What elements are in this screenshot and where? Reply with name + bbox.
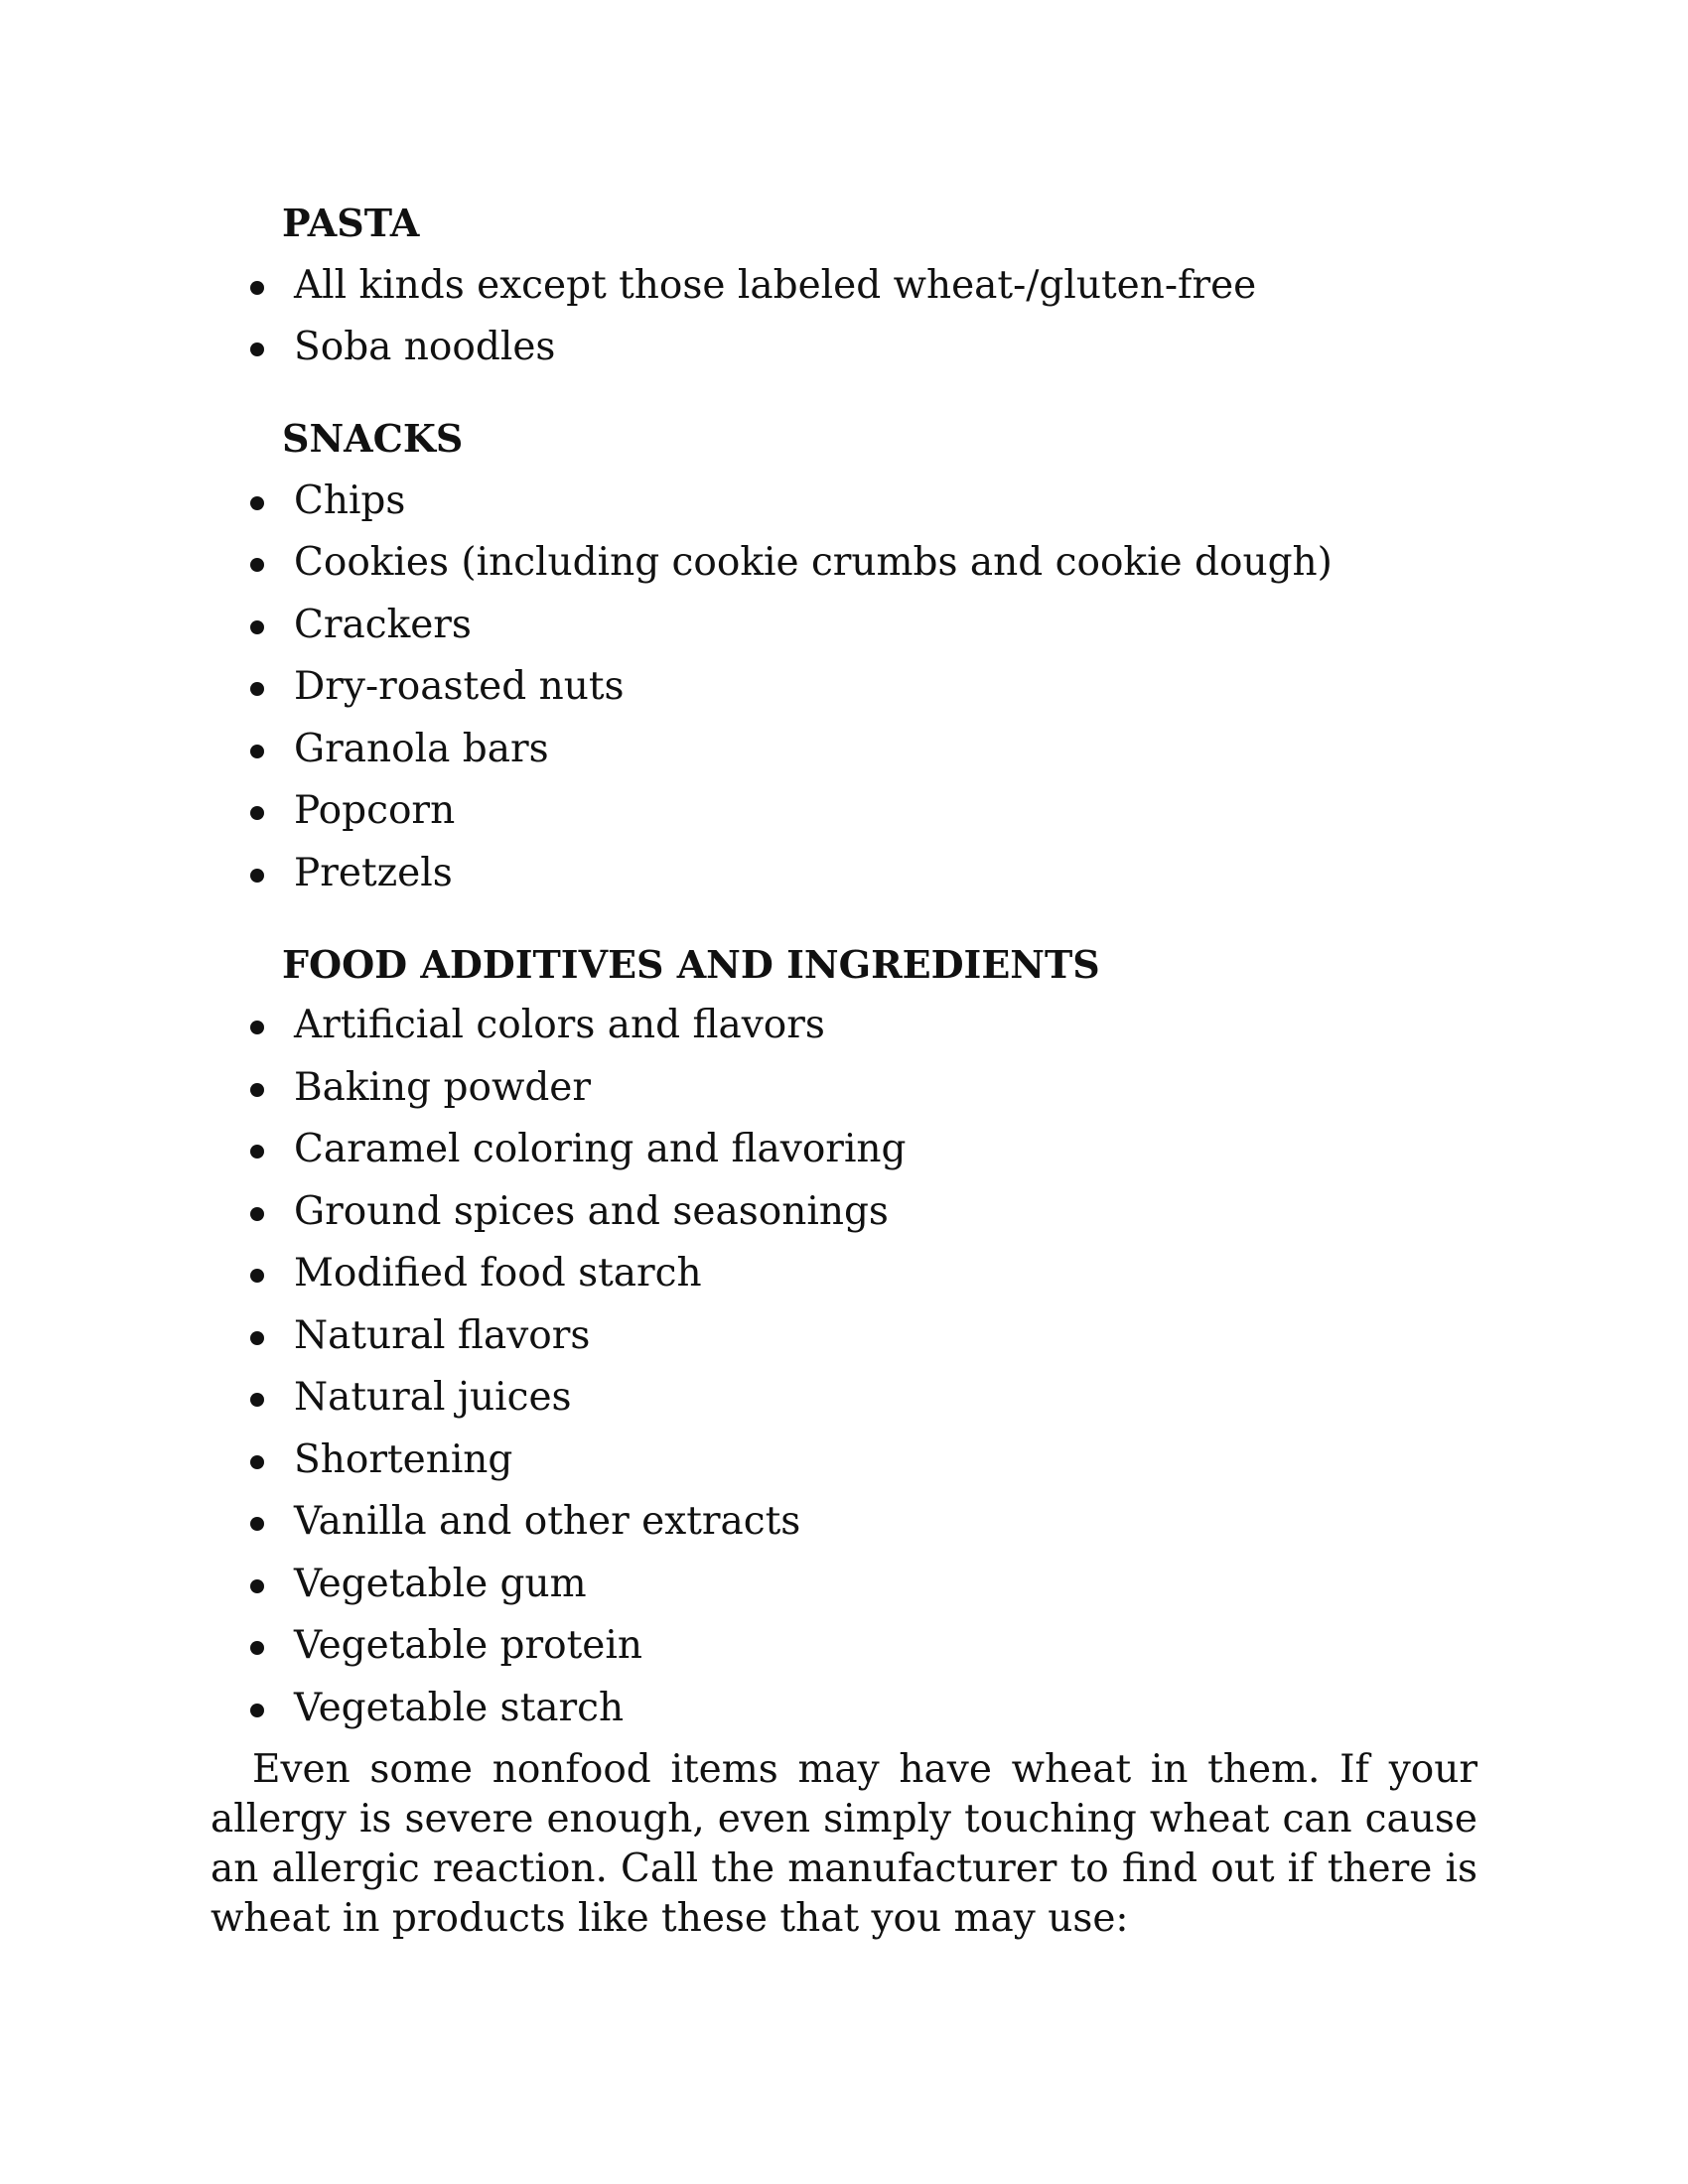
list-item-text: Granola bars [294, 727, 549, 771]
list-item [211, 1373, 1477, 1423]
bullet-icon [250, 342, 264, 356]
list-item-text: Chips [294, 478, 406, 523]
list-item-text: Crackers [294, 603, 472, 647]
bullet-icon [250, 1641, 264, 1655]
list-item [211, 1311, 1477, 1361]
list-item-text: Caramel coloring and flavoring [294, 1127, 907, 1171]
list-item [211, 1125, 1477, 1174]
bullet-icon [250, 1393, 264, 1407]
list-item [211, 1249, 1477, 1298]
bullet-icon [250, 682, 264, 696]
bullet-icon [250, 1455, 264, 1469]
list-item [211, 849, 1477, 898]
body-paragraph: Even some nonfood items may have wheat in them. If your allergy is severe enough, even simply touching wheat can cause an allergic reaction. Call the manufacturer to find out if there is wheat in products like these that you may use: [211, 1747, 1477, 1941]
list-item-text: Ground spices and seasonings [294, 1189, 889, 1234]
bullet-icon [250, 1579, 264, 1593]
bullet-icon [250, 1517, 264, 1531]
list-item [211, 261, 1477, 311]
bullet-icon [250, 745, 264, 758]
list-item [211, 323, 1477, 372]
bullet-icon [250, 869, 264, 883]
bullet-icon [250, 1083, 264, 1097]
list-item [211, 1063, 1477, 1113]
list-item-text: Baking powder [294, 1065, 592, 1110]
bullet-icon [250, 1331, 264, 1345]
bullet-icon [250, 558, 264, 572]
list-item [211, 1560, 1477, 1609]
list-item [211, 786, 1477, 836]
bullet-icon [250, 496, 264, 510]
list-item [211, 662, 1477, 712]
list-item-text: Natural flavors [294, 1313, 591, 1358]
list-item-text: Vegetable gum [294, 1562, 587, 1606]
list-item-text: Dry-roasted nuts [294, 664, 625, 709]
list-item-text: Artificial colors and flavors [294, 1003, 825, 1047]
bullet-icon [250, 1021, 264, 1034]
list-item [211, 1497, 1477, 1547]
list-item [211, 725, 1477, 774]
section-heading-food-additives: FOOD ADDITIVES AND INGREDIENTS [282, 942, 1100, 987]
section-heading-snacks: SNACKS [282, 416, 464, 461]
list-item-text: Modified food starch [294, 1251, 702, 1296]
bullet-icon [250, 1207, 264, 1221]
bullet-icon [250, 1269, 264, 1283]
list-item-text: Cookies (including cookie crumbs and cookie dough) [294, 540, 1333, 585]
list-item [211, 538, 1477, 588]
list-item-text: Vegetable protein [294, 1623, 642, 1668]
bullet-icon [250, 281, 264, 295]
list-item-text: All kinds except those labeled wheat-/gluten-free [294, 263, 1257, 308]
list-item [211, 1187, 1477, 1237]
list-item-text: Popcorn [294, 788, 456, 833]
list-item [211, 1001, 1477, 1050]
list-item-text: Pretzels [294, 851, 453, 895]
bullet-icon [250, 1145, 264, 1159]
list-item [211, 1621, 1477, 1671]
list-item [211, 1435, 1477, 1485]
bullet-icon [250, 1704, 264, 1717]
list-item-text: Vegetable starch [294, 1686, 625, 1730]
section-heading-pasta: PASTA [282, 201, 420, 245]
list-item-text: Natural juices [294, 1375, 572, 1420]
bullet-icon [250, 620, 264, 634]
bullet-icon [250, 806, 264, 820]
list-item [211, 477, 1477, 526]
list-item [211, 601, 1477, 650]
list-item-text: Soba noodles [294, 325, 556, 369]
list-item [211, 1684, 1477, 1733]
list-item-text: Vanilla and other extracts [294, 1499, 801, 1544]
list-item-text: Shortening [294, 1437, 513, 1482]
